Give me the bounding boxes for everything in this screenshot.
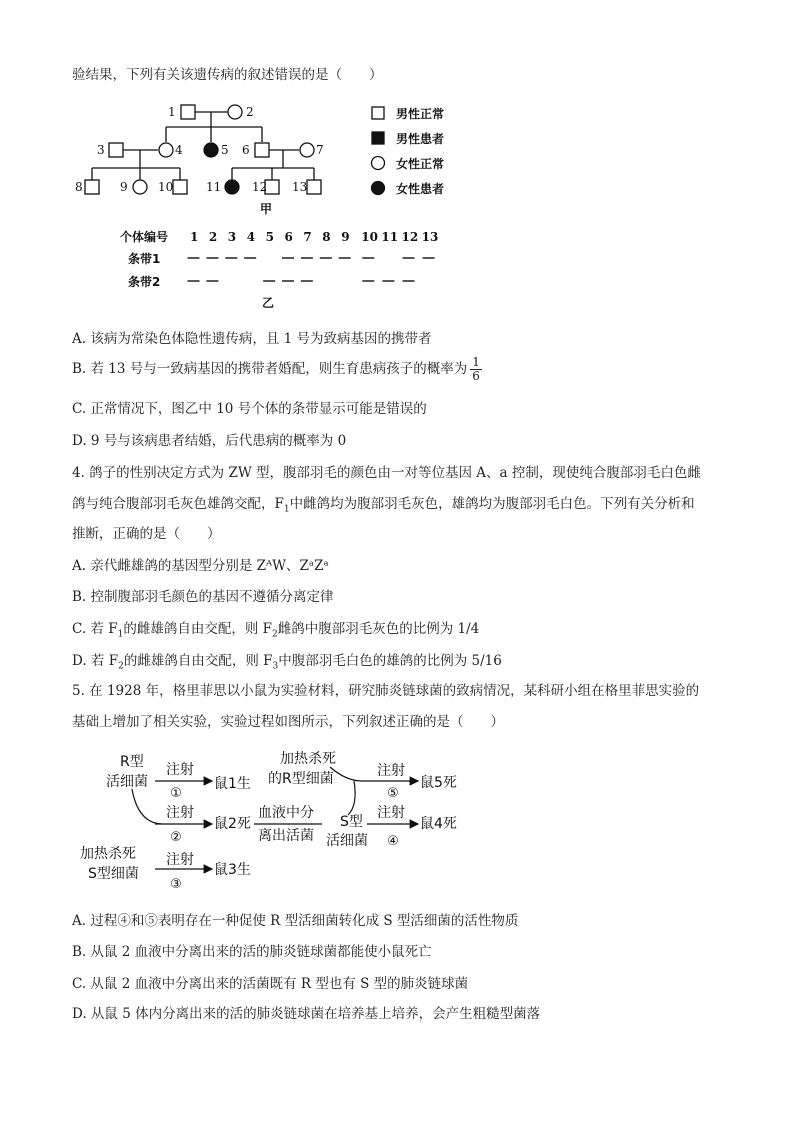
step-2: ② — [170, 830, 182, 845]
band-column-11: 11 — [381, 230, 399, 244]
inject-1: 注射 — [166, 762, 194, 778]
band-column-10: 10 — [361, 230, 379, 244]
band-column-7: 7 — [303, 230, 312, 244]
q5-option-b: B. 从鼠 2 血液中分离出来的活的肺炎链球菌都能使小鼠死亡 — [72, 944, 432, 960]
band-column-8: 8 — [322, 230, 331, 244]
q5-stem-line1: 5. 在 1928 年，格里菲思以小鼠为实验材料，研究肺炎链球菌的致病情况，某科研小组在格里菲思实验的 — [72, 683, 700, 699]
heat-killed-s-line1: 加热杀死 — [80, 846, 136, 862]
individual-8 — [85, 180, 99, 194]
q5-stem-line2: 基础上增加了相关实验，实验过程如图所示，下列叙述正确的是（ ） — [72, 714, 504, 730]
individual-9 — [133, 180, 147, 194]
q4-option-d: D. 若 $F_2$的雌雄鸽自由交配，则 $F_3$中腹部羽毛白色的雄鸽的比例为 5/16 — [72, 653, 502, 672]
q4-option-c: C. 若 $F_1$的雌雄鸽自由交配，则 $F_2$雌鸽中腹部羽毛灰色的比例为 1/4 — [72, 621, 480, 640]
step-5: ⑤ — [387, 786, 399, 801]
step-1: ① — [170, 786, 182, 801]
step-4: ④ — [387, 834, 399, 849]
band-header-label: 个体编号 — [120, 230, 169, 244]
individual-6 — [255, 143, 269, 157]
label-11: 11 — [206, 180, 222, 194]
q3-option-a: A. 该病为常染色体隐性遗传病，且 1 号为致病基因的携带者 — [72, 331, 432, 347]
label-13: 13 — [292, 180, 308, 194]
mouse-5: 鼠5死 — [420, 775, 457, 791]
band-diagram — [72, 226, 439, 310]
legend-male-affected-icon — [372, 132, 384, 144]
band-column-1: 1 — [190, 230, 199, 244]
experiment-diagram — [72, 745, 492, 895]
mouse-1: 鼠1生 — [214, 776, 251, 792]
q4-option-b: B. 控制腹部羽毛颜色的基因不遵循分离定律 — [72, 589, 334, 605]
s-live-line2: 活细菌 — [326, 833, 368, 849]
s-live-line1: S型 — [340, 814, 363, 830]
q3-option-c: C. 正常情况下，图乙中 10 号个体的条带显示可能是错误的 — [72, 401, 427, 417]
label-12: 12 — [252, 180, 268, 194]
pedigree-caption: 甲 — [260, 202, 273, 216]
band-row1-label: 条带1 — [128, 252, 161, 266]
blood-line1: 血液中分 — [258, 805, 314, 821]
individual-4 — [159, 143, 173, 157]
label-3: 3 — [97, 143, 105, 157]
band-column-4: 4 — [246, 230, 256, 244]
legend-female-normal-icon — [372, 157, 385, 170]
band-column-2: 2 — [208, 230, 218, 244]
heat-killed-s-line2: S型细菌 — [88, 866, 139, 882]
q5-option-a: A. 过程④和⑤表明存在一种促使 R 型活细菌转化成 S 型活细菌的活性物质 — [72, 913, 519, 929]
r-live-line1: R型 — [120, 754, 144, 770]
q4-stem-line2: 鸽与纯合腹部羽毛灰色雄鸽交配，$F_1$中雌鸽均为腹部羽毛灰色，雄鸽均为腹部羽毛白色。下列有关分析和 — [72, 496, 695, 515]
inject-2: 注射 — [166, 805, 194, 821]
individual-2 — [228, 105, 242, 119]
legend-female-affected: 女性患者 — [396, 182, 445, 196]
label-4: 4 — [175, 143, 183, 157]
inject-3: 注射 — [166, 852, 194, 868]
label-6: 6 — [242, 143, 250, 157]
band-caption: 乙 — [262, 296, 275, 310]
q3-option-b: B. 若 13 号与一致病基因的携带者婚配，则生育患病孩子的概率为 $\frac{1}{6}$ — [72, 355, 480, 383]
q3-stem: 验结果，下列有关该遗传病的叙述错误的是（ ） — [72, 67, 383, 83]
r-live-line2: 活细菌 — [106, 774, 148, 790]
label-1: 1 — [168, 105, 176, 119]
legend-male-normal-icon — [372, 107, 384, 119]
heat-killed-r-line2: 的R型细菌 — [268, 771, 334, 787]
step-3: ③ — [170, 877, 182, 892]
fraction-one-sixth: $\frac{1}{6}$ — [472, 355, 480, 383]
legend-male-affected: 男性患者 — [396, 132, 445, 146]
pedigree-diagram — [72, 95, 492, 225]
mouse-4: 鼠4死 — [420, 816, 457, 832]
band-row2-label: 条带2 — [128, 275, 161, 289]
legend-male-normal: 男性正常 — [396, 107, 445, 121]
mouse-3: 鼠3生 — [214, 862, 251, 878]
q3-option-d: D. 9 号与该病患者结婚，后代患病的概率为 0 — [72, 433, 347, 449]
legend-female-affected-icon — [372, 182, 385, 195]
band-column-13: 13 — [421, 230, 439, 244]
legend-female-normal: 女性正常 — [396, 157, 445, 171]
individual-5 — [204, 143, 218, 157]
inject-5: 注射 — [377, 763, 405, 779]
individual-11 — [225, 180, 239, 194]
mouse-2: 鼠2死 — [214, 816, 251, 832]
label-2: 2 — [246, 105, 254, 119]
individual-10 — [173, 180, 187, 194]
inject-4: 注射 — [377, 805, 405, 821]
individual-1 — [181, 105, 195, 119]
label-5: 5 — [221, 143, 229, 157]
band-column-6: 6 — [284, 230, 293, 244]
band-column-5: 5 — [265, 230, 274, 244]
label-8: 8 — [75, 180, 83, 194]
band-column-9: 9 — [341, 230, 350, 244]
individual-3 — [109, 143, 123, 157]
label-10: 10 — [158, 180, 174, 194]
q4-stem-line3: 推断，正确的是（ ） — [72, 526, 221, 542]
label-7: 7 — [316, 143, 324, 157]
q4-option-a: A. 亲代雌雄鸽的基因型分别是 ZᴬW、ZᵃZᵃ — [72, 558, 329, 574]
q4-stem-line1: 4. 鸽子的性别决定方式为 ZW 型，腹部羽毛的颜色由一对等位基因 A、a 控制，现使纯合腹部羽毛白色雌 — [72, 465, 701, 481]
label-9: 9 — [120, 180, 128, 194]
band-column-12: 12 — [401, 230, 419, 244]
heat-killed-r-line1: 加热杀死 — [280, 751, 336, 767]
q5-option-d: D. 从鼠 5 体内分离出来的活的肺炎链球菌在培养基上培养，会产生粗糙型菌落 — [72, 1006, 541, 1022]
band-column-3: 3 — [227, 230, 237, 244]
individual-13 — [307, 180, 321, 194]
blood-line2: 离出活菌 — [258, 828, 314, 844]
q5-option-c: C. 从鼠 2 血液中分离出来的活菌既有 R 型也有 S 型的肺炎链球菌 — [72, 976, 469, 992]
individual-7 — [300, 143, 314, 157]
